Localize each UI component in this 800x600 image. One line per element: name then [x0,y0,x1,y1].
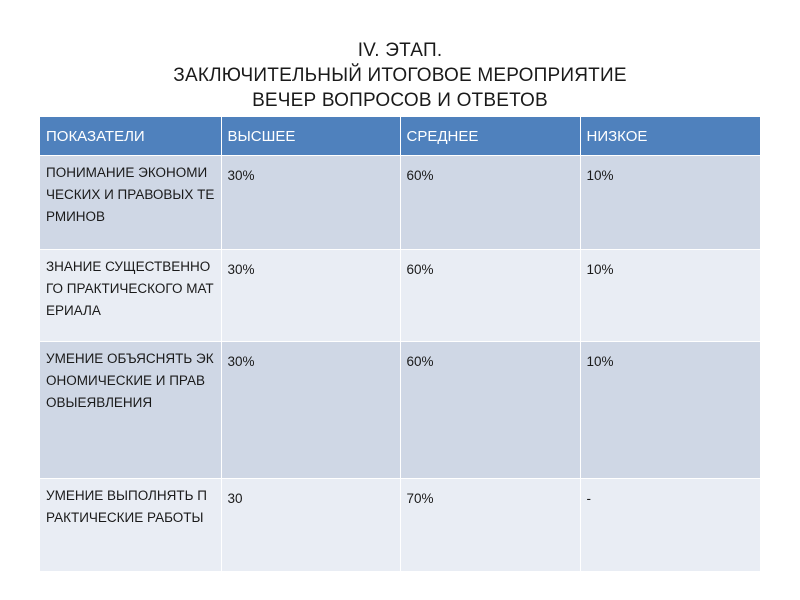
low-cell: - [580,479,760,572]
title-line-subtitle: ВЕЧЕР ВОПРОСОВ И ОТВЕТОВ [252,90,548,111]
header-medium: СРЕДНЕЕ [400,117,580,156]
high-cell: 30% [221,250,400,342]
high-cell: 30% [221,342,400,479]
medium-cell: 60% [400,156,580,250]
indicator-cell: УМЕНИЕ ОБЪЯСНЯТЬ ЭКОНОМИЧЕСКИЕ И ПРАВОВЫЕЯВЛЕНИЯ [40,342,221,479]
table-row [40,156,760,250]
indicator-cell: УМЕНИЕ ВЫПОЛНЯТЬ ПРАКТИЧЕСКИЕ РАБОТЫ [40,479,221,572]
medium-cell: 70% [400,479,580,572]
table-header-row [40,117,760,156]
table-row [40,479,760,572]
results-table [40,117,761,571]
table-row [40,250,760,342]
indicator-cell: ПОНИМАНИЕ ЭКОНОМИЧЕСКИХ И ПРАВОВЫХ ТЕРМИНОВ [40,156,221,250]
table-row [40,342,760,479]
header-low: НИЗКОЕ [580,117,760,156]
title-line-event: ЗАКЛЮЧИТЕЛЬНЫЙ ИТОГОВОЕ МЕРОПРИЯТИЕ [173,65,627,86]
indicator-cell: ЗНАНИЕ СУЩЕСТВЕННОГО ПРАКТИЧЕСКОГО МАТЕРИАЛА [40,250,221,342]
high-cell: 30 [221,479,400,572]
low-cell: 10% [580,156,760,250]
medium-cell: 60% [400,250,580,342]
header-high: ВЫСШЕЕ [221,117,400,156]
slide-title [0,38,800,113]
title-line-stage: IV. ЭТАП. [357,40,443,61]
header-indicators: ПОКАЗАТЕЛИ [40,117,221,156]
low-cell: 10% [580,250,760,342]
high-cell: 30% [221,156,400,250]
medium-cell: 60% [400,342,580,479]
low-cell: 10% [580,342,760,479]
